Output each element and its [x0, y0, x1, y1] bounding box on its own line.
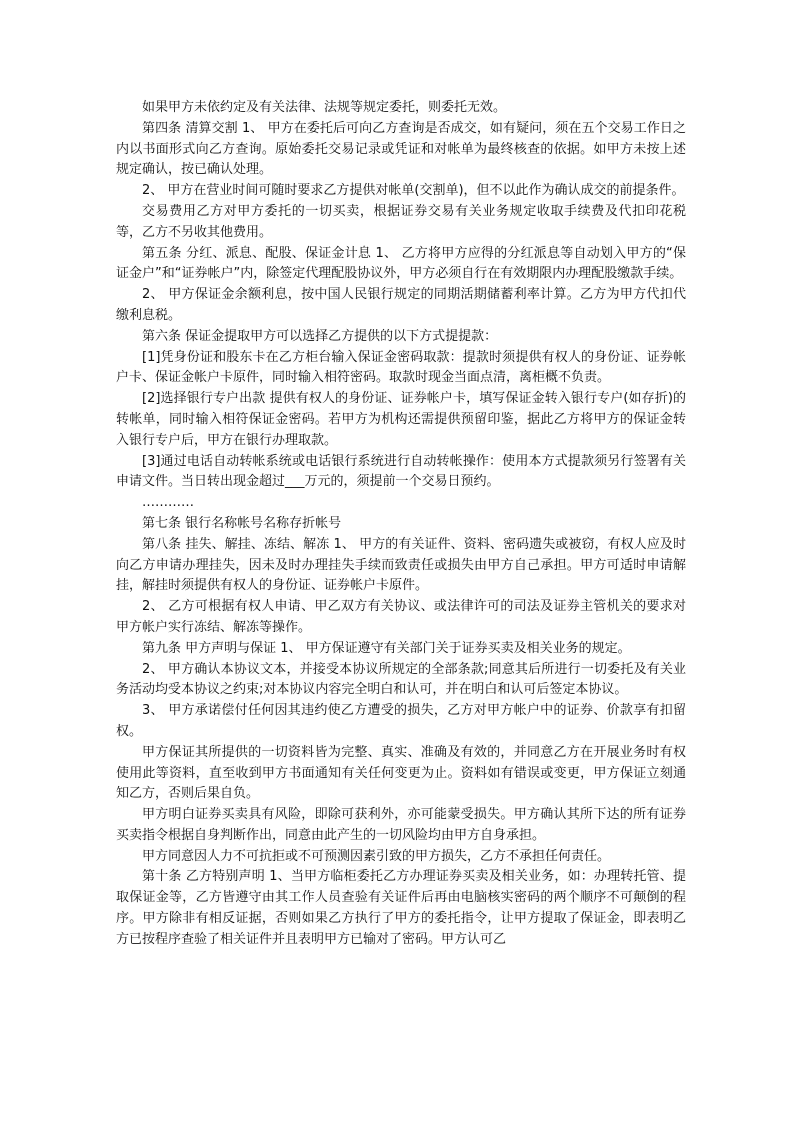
paragraph: 甲方明白证券买卖具有风险，即除可获利外，亦可能蒙受损失。甲方确认其所下达的所有证券买卖指令根据自身判断作出，同意由此产生的一切风险均由甲方自身承担。	[116, 807, 686, 843]
paragraph: 2、 甲方在营业时间可随时要求乙方提供对帐单(交割单)，但不以此作为确认成交的前提条件。	[142, 183, 685, 199]
paragraph: 如果甲方未依约定及有关法律、法规等规定委托，则委托无效。	[142, 100, 507, 115]
article-7-paragraph: 第七条 银行名称帐号名称存折帐号	[142, 515, 342, 531]
paragraph: 甲方同意因人力不可抗拒或不可预测因素引致的甲方损失，乙方不承担任何责任。	[142, 848, 611, 864]
paragraph: 2、 乙方可根据有权人申请、甲乙双方有关协议、或法律许可的司法及证券主管机关的要求对甲方帐户实行冻结、解冻等操作。	[116, 599, 686, 635]
document-body	[116, 98, 686, 951]
paragraph: [2]选择银行专户出款 提供有权人的身份证、证券帐户卡，填写保证金转入银行专户(如存折)的转帐单，同时输入相符保证金密码。若甲方为机构还需提供预留印鉴，据此乙方将甲方的保证金转入银行专户后，甲方在银行办理取款。	[116, 391, 686, 448]
paragraph: 3、 甲方承诺偿付任何因其违约使乙方遭受的损失，乙方对甲方帐户中的证券、价款享有扣留权。	[116, 703, 686, 739]
ellipsis-line: …………	[142, 495, 194, 511]
article-8-paragraph: 第八条 挂失、解挂、冻结、解冻 1、 甲方的有关证件、资料、密码遗失或被窃，有权人应及时向乙方申请办理挂失，因未及时办理挂失手续而致责任或损失由甲方自己承担。甲方可适时申请解挂，解挂时须提供有权人的身份证、证券帐户卡原件。	[116, 536, 686, 594]
article-5-paragraph: 第五条 分红、派息、配股、保证金计息 1、 乙方将甲方应得的分红派息等自动划入甲方的“保证金户”和“证券帐户”内，除签定代理配股协议外，甲方必须自行在有效期限内办理配股缴款手续。	[116, 245, 686, 282]
paragraph: 2、 甲方保证金余额利息，按中国人民银行规定的同期活期储蓄利率计算。乙方为甲方代扣代缴利息税。	[116, 287, 686, 323]
paragraph: 2、 甲方确认本协议文本，并接受本协议所规定的全部条款;同意其后所进行一切委托及有关业务活动均受本协议之约束;对本协议内容完全明白和认可，并在明白和认可后签定本协议。	[116, 661, 686, 698]
paragraph: 交易费用乙方对甲方委托的一切买卖，根据证券交易有关业务规定收取手续费及代扣印花税等，乙方不另收其他费用。	[116, 203, 686, 240]
article-9-paragraph: 第九条 甲方声明与保证 1、 甲方保证遵守有关部门关于证券买卖及相关业务的规定。	[142, 640, 631, 656]
article-6-paragraph: 第六条 保证金提取甲方可以选择乙方提供的以下方式提提款：	[142, 328, 498, 344]
paragraph: [3]通过电话自动转帐系统或电话银行系统进行自动转帐操作：使用本方式提款须另行签署有关申请文件。当日转出现金超过___万元的，须提前一个交易日预约。	[116, 453, 686, 490]
paragraph: 甲方保证其所提供的一切资料皆为完整、真实、准确及有效的，并同意乙方在开展业务时有权使用此等资料，直至收到甲方书面通知有关任何变更为止。资料如有错误或变更，甲方保证立刻通知乙方，否则后果自负。	[116, 744, 686, 802]
article-10-paragraph: 第十条 乙方特别声明 1、当甲方临柜委托乙方办理证券买卖及相关业务，如：办理转托管、提取保证金等，乙方皆遵守由其工作人员查验有关证件后再由电脑核实密码的两个顺序不可颠倒的程序。甲方除非有相反证据，否则如果乙方执行了甲方的委托指令，让甲方提取了保证金，即表明乙方已按程序查验了相关证件并且表明甲方已输对了密码。甲方认可乙	[116, 869, 686, 947]
article-4-paragraph: 第四条 清算交割 1、 甲方在委托后可向乙方查询是否成交，如有疑问，须在五个交易工作日之内以书面形式向乙方查询。原始委托交易记录或凭证和对帐单为最终核查的依据。如甲方未按上述规定确认，按已确认处理。	[116, 120, 686, 178]
paragraph: [1]凭身份证和股东卡在乙方柜台输入保证金密码取款：提款时须提供有权人的身份证、证券帐户卡、保证金帐户卡原件，同时输入相符密码。取款时现金当面点清，离柜概不负责。	[116, 349, 686, 386]
